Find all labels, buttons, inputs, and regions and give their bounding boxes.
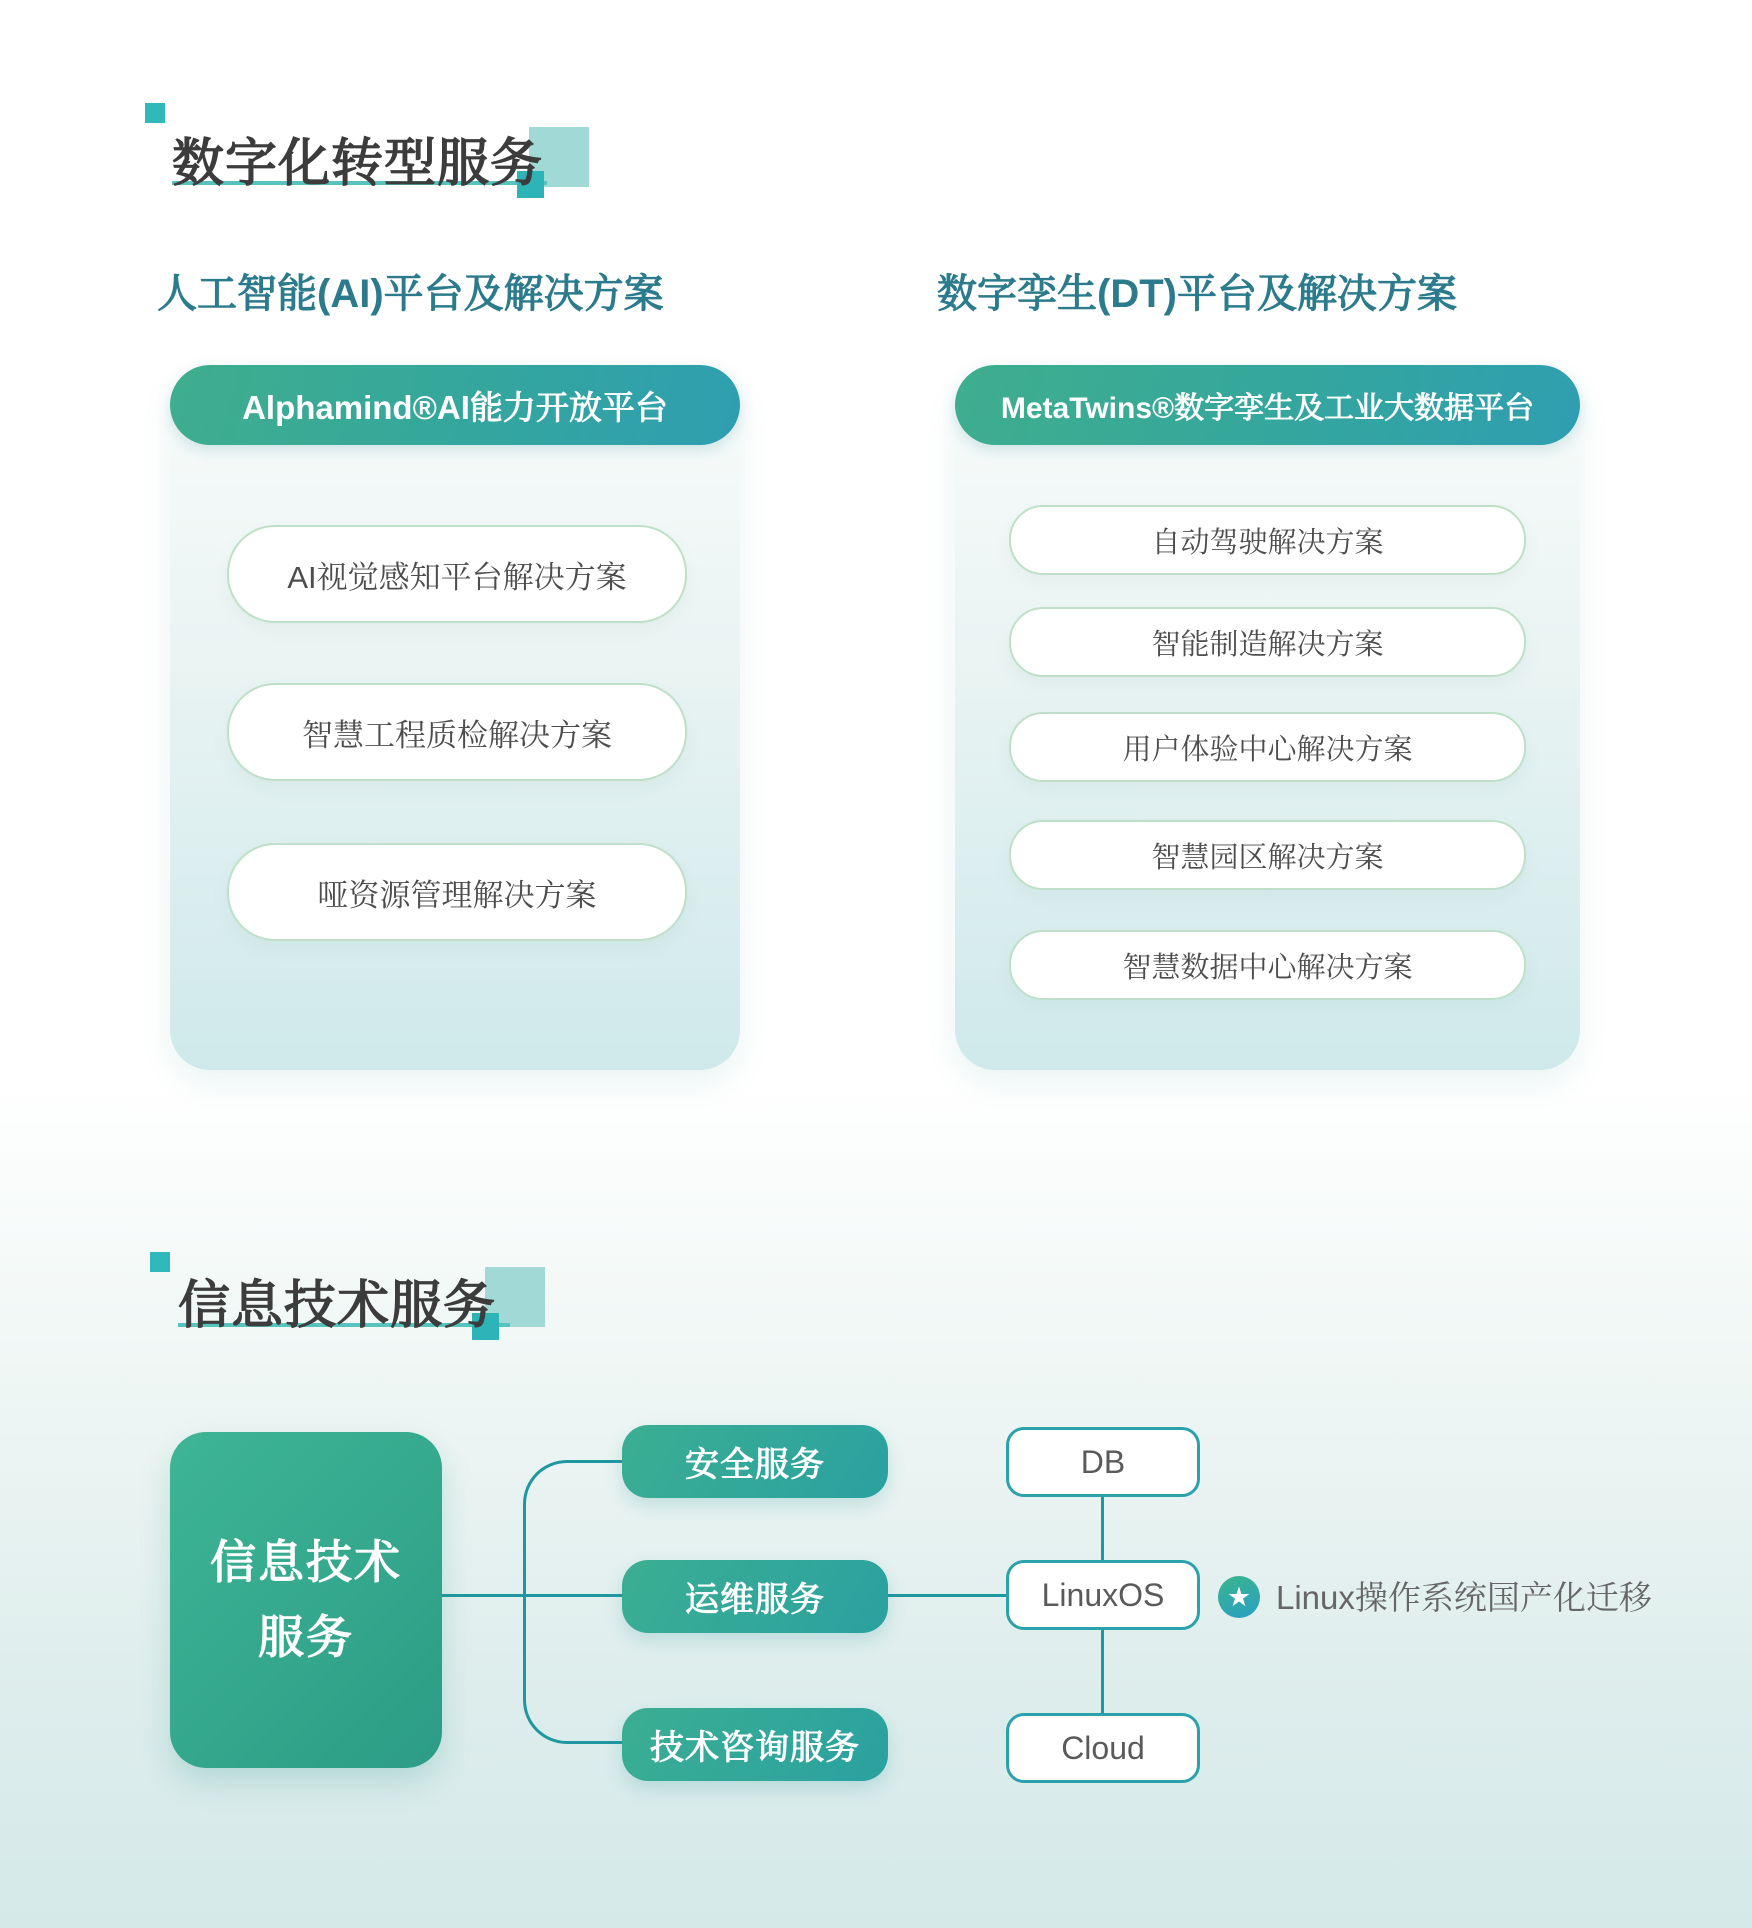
- root-box-line1: 信息技术: [210, 1536, 402, 1589]
- it-services-root-box: [170, 1432, 442, 1768]
- service-pill-ops: [622, 1560, 888, 1633]
- service-pill-consulting: [622, 1708, 888, 1781]
- service-pill-security: [622, 1425, 888, 1498]
- pill-label: 智慧园区解决方案: [1151, 841, 1384, 874]
- pill-label: 用户体验中心解决方案: [1122, 733, 1413, 766]
- service-label: 安全服务: [685, 1446, 825, 1484]
- pill-label: 智慧工程质检解决方案: [302, 717, 612, 753]
- solution-pill: [1009, 505, 1526, 575]
- pill-label: 智慧数据中心解决方案: [1122, 951, 1413, 984]
- solution-pill: [1009, 820, 1526, 890]
- star-icon: [1218, 1576, 1260, 1618]
- pill-label: 智能制造解决方案: [1151, 628, 1384, 661]
- section2-title: 信息技术服务: [178, 1277, 497, 1335]
- node-cloud: [1006, 1713, 1200, 1783]
- solution-pill: [227, 683, 687, 781]
- pill-label: 哑资源管理解决方案: [317, 877, 597, 913]
- decor-square-top: [145, 103, 165, 123]
- section1-heading: [145, 103, 605, 213]
- solution-pill: [227, 525, 687, 623]
- solution-pill: [227, 843, 687, 941]
- ai-platform-card: [170, 365, 740, 1070]
- root-box-line2: 服务: [258, 1611, 354, 1663]
- connector-db-to-linuxos: [1101, 1497, 1104, 1560]
- dt-column-subtitle: 数字孪生(DT)平台及解决方案: [937, 272, 1457, 316]
- ai-card-header-label: Alphamind®AI能力开放平台: [242, 388, 668, 426]
- node-label: LinuxOS: [1041, 1576, 1165, 1613]
- dt-card-header-label: MetaTwins®数字孪生及工业大数据平台: [1000, 392, 1535, 425]
- dt-card-header: [955, 365, 1580, 445]
- decor-square-top: [150, 1252, 170, 1272]
- solution-pill: [1009, 930, 1526, 1000]
- section2-heading: [150, 1252, 570, 1362]
- section1-title: 数字化转型服务: [172, 135, 544, 193]
- dt-platform-card: [955, 365, 1580, 1070]
- node-linuxos: [1006, 1560, 1200, 1630]
- pill-label: AI视觉感知平台解决方案: [287, 559, 627, 595]
- star-glyph: ★: [1226, 1581, 1252, 1612]
- service-label: 运维服务: [685, 1581, 825, 1619]
- solution-pill: [1009, 607, 1526, 677]
- ai-column-subtitle: 人工智能(AI)平台及解决方案: [157, 272, 664, 316]
- connector-ops-to-linuxos: [888, 1594, 1006, 1597]
- service-label: 技术咨询服务: [650, 1729, 860, 1767]
- pill-label: 自动驾驶解决方案: [1151, 526, 1384, 559]
- linux-migration-annotation: Linux操作系统国产化迁移: [1276, 1579, 1652, 1616]
- connector-linuxos-to-cloud: [1101, 1630, 1104, 1713]
- node-label: DB: [1080, 1443, 1126, 1480]
- solution-pill: [1009, 712, 1526, 782]
- ai-card-header: [170, 365, 740, 445]
- connector-bracket: [523, 1460, 622, 1744]
- node-db: [1006, 1427, 1200, 1497]
- node-label: Cloud: [1061, 1729, 1145, 1766]
